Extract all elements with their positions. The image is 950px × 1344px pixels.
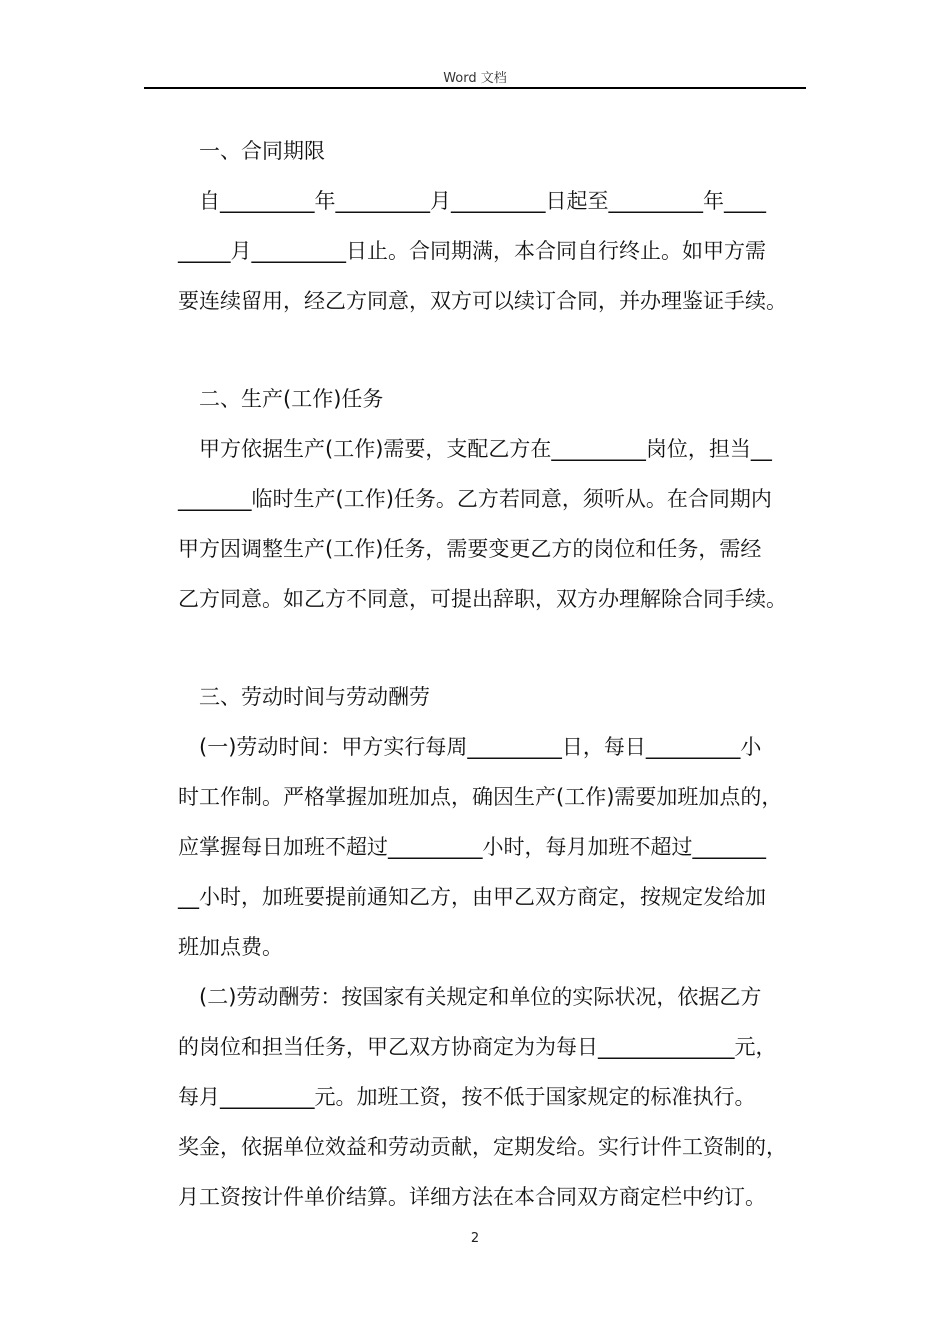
- section-heading: 二、生产(工作)任务: [199, 387, 384, 411]
- header-divider: [144, 87, 806, 89]
- section-heading: 三、劳动时间与劳动酬劳: [199, 685, 430, 709]
- paragraph-line: 自_________年_________月_________日起至_________年____: [199, 189, 766, 213]
- paragraph-line: 班加点费。: [178, 935, 283, 959]
- paragraph-line: _______临时生产(工作)任务。乙方若同意，须听从。在合同期内: [178, 487, 772, 511]
- paragraph-line: 应掌握每日加班不超过_________小时，每月加班不超过_______: [178, 835, 766, 859]
- paragraph-line: 的岗位和担当任务，甲乙双方协商定为为每日_____________元，: [178, 1035, 777, 1059]
- paragraph-line: 甲方因调整生产(工作)任务，需要变更乙方的岗位和任务，需经: [178, 537, 762, 561]
- paragraph-line: 时工作制。严格掌握加班加点，确因生产(工作)需要加班加点的，: [178, 785, 783, 809]
- section-heading: 一、合同期限: [199, 139, 325, 163]
- page-number: 2: [470, 1231, 480, 1246]
- paragraph-line: _____月_________日止。合同期满，本合同自行终止。如甲方需: [178, 239, 766, 263]
- paragraph-line: 甲方依据生产(工作)需要，支配乙方在_________岗位，担当__: [199, 437, 772, 461]
- paragraph-line: 奖金，依据单位效益和劳动贡献，定期发给。实行计件工资制的，: [178, 1135, 787, 1159]
- paragraph-line: 要连续留用，经乙方同意，双方可以续订合同，并办理鉴证手续。: [178, 289, 787, 313]
- paragraph-line: 每月_________元。加班工资，按不低于国家规定的标准执行。: [178, 1085, 756, 1109]
- header-title: Word 文档: [443, 71, 507, 86]
- paragraph-line: (二)劳动酬劳：按国家有关规定和单位的实际状况，依据乙方: [199, 985, 762, 1009]
- paragraph-line: (一)劳动时间：甲方实行每周_________日，每日_________小: [199, 735, 762, 759]
- paragraph-line: 乙方同意。如乙方不同意，可提出辞职，双方办理解除合同手续。: [178, 587, 787, 611]
- paragraph-line: __小时，加班要提前通知乙方，由甲乙双方商定，按规定发给加: [178, 885, 766, 909]
- paragraph-line: 月工资按计件单价结算。详细方法在本合同双方商定栏中约订。: [178, 1185, 766, 1209]
